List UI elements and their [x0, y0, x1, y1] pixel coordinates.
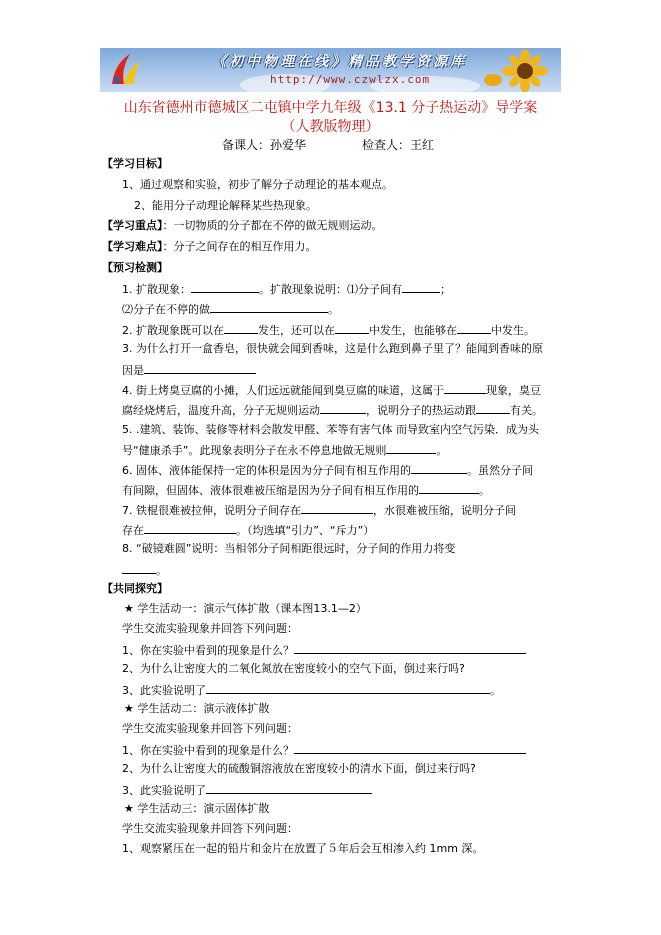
- answer-blank[interactable]: [206, 782, 372, 794]
- activity-2-q2: 2、为什么让密度大的硫酸铜溶液放在密度较小的清水下面，倒过来行吗?: [122, 762, 476, 775]
- preview-q6-line1: [122, 462, 533, 478]
- preview-q8-line2: [122, 562, 167, 578]
- preparer-label: 备课人：孙爱华: [222, 138, 307, 152]
- checker-label: 检查人：王红: [362, 138, 435, 152]
- answer-blank[interactable]: [411, 462, 467, 474]
- preview-q7-line1: [122, 502, 516, 518]
- text-segment: 。: [328, 303, 339, 316]
- difficulty-text: ：分子之间存在的相互作用力。: [162, 240, 317, 253]
- text-segment: 中发生。: [491, 324, 535, 337]
- preview-q4-line1: [122, 382, 541, 398]
- preview-q8-line1: 8. “破镜难圆”说明：当相邻分子间相距很远时，分子间的作用力将变: [122, 542, 456, 555]
- text-segment: 有间隙，但固体、液体很难被压缩是因为分子间有相互作用的: [122, 484, 419, 497]
- preview-q2: [122, 322, 535, 338]
- activity-1-intro: 学生交流实验现象并回答下列问题：: [122, 622, 298, 635]
- goal-item: 1、通过观察和实验，初步了解分子动理论的基本观点。: [122, 178, 393, 191]
- key-point-row: [102, 219, 383, 233]
- text-segment: 2. 扩散现象既可以在: [122, 324, 224, 337]
- text-segment: ⑵分子在不停的做: [122, 303, 210, 316]
- answer-blank[interactable]: [210, 301, 328, 313]
- activity-1-q2: 2、为什么让密度大的二氧化氮放在密度较小的空气下面，倒过来行吗?: [122, 662, 465, 675]
- answer-blank[interactable]: [294, 642, 526, 654]
- text-segment: 。虽然分子间: [467, 464, 533, 477]
- activity-2-title: ★ 学生活动二：演示液体扩散: [124, 702, 270, 715]
- answer-blank[interactable]: [402, 281, 440, 293]
- key-point-text: ：一切物质的分子都在不停的做无规则运动。: [162, 219, 383, 232]
- text-segment: 。（均选填“引力”、“斥力”）: [236, 524, 375, 537]
- text-segment: 3、此实验说明了: [122, 684, 206, 697]
- text-segment: 因是: [122, 364, 144, 377]
- text-segment: 腐经烧烤后，温度升高，分子无规则运动: [122, 404, 320, 417]
- answer-blank[interactable]: [144, 522, 236, 534]
- text-segment: 1、你在实验中看到的现象是什么？: [122, 744, 294, 757]
- text-segment: 号“健康杀手”。此现象表明分子在永不停息地做无规则: [122, 444, 387, 457]
- answer-blank[interactable]: [320, 402, 366, 414]
- text-segment: 。: [479, 484, 490, 497]
- preview-q6-line2: [122, 482, 490, 498]
- text-segment: 3、此实验说明了: [122, 784, 206, 797]
- key-point-heading: 【学习重点】: [102, 219, 163, 232]
- answer-blank[interactable]: [457, 322, 491, 334]
- preview-heading: 【预习检测】: [102, 261, 168, 274]
- goals-heading: 【学习目标】: [102, 157, 168, 170]
- answer-blank[interactable]: [301, 502, 373, 514]
- activity-3-q1: 1、观察紧压在一起的铅片和金片在放置了５年后会互相渗入约 1mm 深。: [122, 842, 484, 855]
- text-segment: 现象，臭豆: [486, 384, 541, 397]
- site-logo-icon: [104, 50, 144, 90]
- difficulty-row: [102, 240, 317, 254]
- preview-q3-line2: [122, 362, 256, 378]
- text-segment: ，水很难被压缩，说明分子间: [373, 504, 516, 517]
- activity-2-q1: [122, 742, 526, 758]
- text-segment: 。: [490, 684, 501, 697]
- text-segment: ；: [440, 283, 451, 296]
- banner-url[interactable]: http://www.czwlzx.com: [270, 73, 431, 86]
- answer-blank[interactable]: [476, 402, 510, 414]
- preview-q5-line1: 5. .建筑、装饰、装修等材料会散发甲醛、苯等有害气体 而导致室内空气污染．成为头: [122, 423, 539, 436]
- text-segment: 存在: [122, 524, 144, 537]
- text-segment: 1. 扩散现象：: [122, 283, 191, 296]
- goal-item: 2、能用分子动理论解释某些热现象。: [134, 199, 317, 212]
- activity-1-title: ★ 学生活动一：演示气体扩散（课本图13.1—2）: [124, 602, 367, 615]
- text-segment: 6. 固体、液体能保持一定的体积是因为分子间有相互作用的: [122, 464, 411, 477]
- text-segment: 。: [156, 564, 167, 577]
- activity-3-intro: 学生交流实验现象并回答下列问题：: [122, 822, 298, 835]
- document-subtitle: （人教版物理）: [281, 119, 380, 135]
- preview-q1-line1: [122, 281, 451, 297]
- answer-blank[interactable]: [419, 482, 479, 494]
- preview-q7-line2: [122, 522, 374, 538]
- preview-q5-line2: [122, 442, 447, 458]
- text-segment: 有关。: [510, 404, 543, 417]
- banner-title: 《初中物理在线》精品教学资源库: [212, 54, 467, 70]
- text-segment: ，说明分子的热运动跟: [366, 404, 476, 417]
- activity-3-title: ★ 学生活动三：演示固体扩散: [124, 802, 270, 815]
- text-segment: 7. 铁棍很难被拉伸，说明分子间存在: [122, 504, 301, 517]
- answer-blank[interactable]: [144, 362, 256, 374]
- sunflower-icon: [481, 50, 555, 92]
- site-banner: [100, 48, 561, 92]
- preview-q3-line1: 3. 为什么打开一盒香皂，很快就会闻到香味，这是什么跑到鼻子里了？能闻到香味的原: [122, 342, 543, 355]
- text-segment: 。: [436, 444, 448, 457]
- preview-q1-line2: [122, 301, 339, 317]
- document-title: 山东省德州市德城区二屯镇中学九年级《13.1 分子热运动》导学案: [123, 100, 538, 116]
- activity-2-intro: 学生交流实验现象并回答下列问题：: [122, 722, 298, 735]
- text-segment: 中发生，也能够在: [369, 324, 457, 337]
- explore-heading: 【共同探究】: [102, 582, 168, 595]
- answer-blank[interactable]: [386, 442, 436, 454]
- activity-1-q3: [122, 682, 501, 698]
- text-segment: 发生，还可以在: [258, 324, 335, 337]
- answer-blank[interactable]: [444, 382, 486, 394]
- answer-blank[interactable]: [206, 682, 490, 694]
- difficulty-heading: 【学习难点】: [102, 240, 163, 253]
- answer-blank[interactable]: [294, 742, 526, 754]
- activity-1-q1: [122, 642, 526, 658]
- activity-2-q3: [122, 782, 372, 798]
- text-segment: 4. 街上烤臭豆腐的小摊，人们远远就能闻到臭豆腐的味道，这属于: [122, 384, 444, 397]
- text-segment: 。扩散现象说明：⑴分子间有: [259, 283, 402, 296]
- answer-blank[interactable]: [335, 322, 369, 334]
- text-segment: 1、你在实验中看到的现象是什么？: [122, 644, 294, 657]
- answer-blank[interactable]: [122, 562, 156, 574]
- preview-q4-line2: [122, 402, 543, 418]
- answer-blank[interactable]: [224, 322, 258, 334]
- answer-blank[interactable]: [191, 281, 259, 293]
